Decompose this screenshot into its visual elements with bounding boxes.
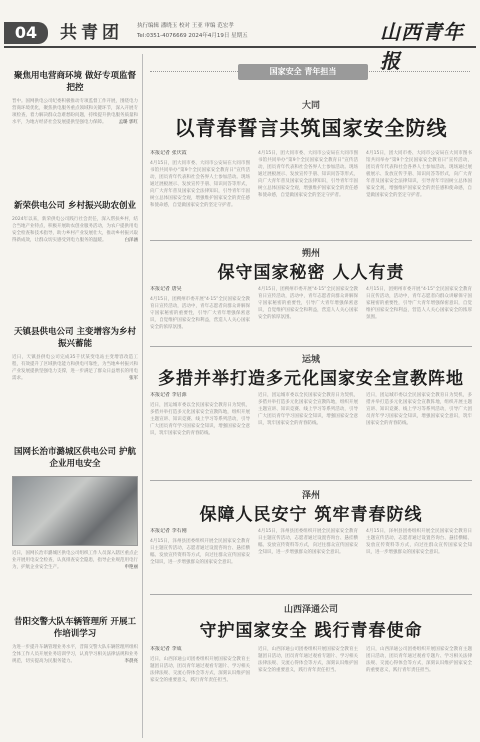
story3-kicker: 运城 (301, 355, 320, 365)
page-number: 04 (4, 22, 48, 44)
story3-col1: 本报记者 李启源 近日，团运城市委以全民国家安全教育日为契机，多措并举打造多元化国家安全宣教阵地，组织开展主题宣讲、知识竞赛、线上学习等系列活动，引导广大团员青年学习国家安全知识，增强国家安全意识，筑牢国家安全的青春防线。 (150, 392, 250, 436)
story2-col2: 4月15日，团朔州市委开展“4·15”全民国家安全教育日宣传活动，活动中，青年志愿者向群众讲解保守国家秘密的重要性，引导广大青年增强保密意识，自觉维护国家安全和利益，营造人人关心国家安全的浓厚氛围。 (258, 287, 358, 320)
article-title: 国网长治市潞城区供电公司 护航企业用电安全 (14, 447, 136, 469)
article-title: 新荣供电公司 乡村振兴助农创业 (14, 201, 136, 211)
story2-headline: 保守国家秘密 人人有责 (217, 263, 405, 283)
left-article-5 (12, 616, 138, 684)
story1-col1: 本报记者 张庆霞 4月15日，团大同市委、大同市公安局在大同市图书馆共同举办“第9个全民国家安全教育日”宣传活动，团员青年代表和社会各界人士参加活动。现场通过展板展示、发放宣传手册、知识问答等形式，向广大青年普及国家安全法律知识，引导青年牢固树立总体国家安全观，增强维护国家安全的责任感和使命感，自觉做国家安全的坚定守护者。 (150, 150, 250, 208)
left-article-3 (12, 326, 138, 398)
section-title: 共青团 (60, 23, 123, 43)
substation-photo (12, 476, 138, 546)
article-body: 近日，国网长治市潞城区供电公司组织工作人员深入辖区重点企业开展用电安全检查，认真排查安全隐患，指导企业规范用电行为，护航企业安全生产。 申艳丽 (12, 551, 138, 570)
header-rule (4, 46, 476, 48)
story2-kicker: 朔州 (301, 249, 320, 259)
story4-kicker: 泽州 (301, 491, 320, 501)
story4-headline: 保障人民安宁 筑牢青春防线 (199, 505, 423, 525)
article-body: 近日，天镇县供电公司完成35千伏某变电站主变增容改造工程，有效提升了区域供电能力和供电可靠性，为当地乡村振兴和产业发展提供坚强电力支撑，进一步满足了群众日益增长的用电需求。 张军 (12, 355, 138, 381)
story2-col3: 4月15日，团朔州市委开展“4·15”全民国家安全教育日宣传活动，活动中，青年志愿者向群众讲解保守国家秘密的重要性，引导广大青年增强保密意识，自觉维护国家安全和利益，营造人人关心国家安全的浓厚氛围。 (366, 287, 472, 320)
left-article-1 (12, 70, 138, 144)
article-body: 为进一步提升车辆管理业务水平，昔阳交警大队车辆管理所组织全体工作人员开展业务培训学习，认真学习相关法律法规和业务规范，切实提高为民服务能力。 李晨亮 (12, 645, 138, 664)
story5-kicker: 山西泽通公司 (283, 605, 338, 615)
story4-col2: 4月15日，泽州县团委组织开展全民国家安全教育日主题宣传活动，志愿者通过设置咨询台、悬挂横幅、发放宣传资料等方式，向过往群众宣传国家安全知识，进一步增强群众的国家安全意识。 (258, 529, 358, 555)
story2-col1: 本报记者 唐昊 4月15日，团朔州市委开展“4·15”全民国家安全教育日宣传活动，活动中，青年志愿者向群众讲解保守国家秘密的重要性，引导广大青年增强保密意识，自觉维护国家安全和利益，营造人人关心国家安全的浓厚氛围。 (150, 286, 250, 330)
story1-kicker: 大同 (301, 101, 320, 111)
story5-col1: 本报记者 李成 近日，山西泽通公司团委组织开展国家安全教育主题团日活动，团员青年通过观看专题片、学习相关法律法规、交流心得体会等方式，深刻认识维护国家安全的重要意义，践行青年责任担当。 (150, 646, 250, 683)
story-divider (150, 594, 472, 595)
story4-col1: 本报记者 李石刚 4月15日，泽州县团委组织开展全民国家安全教育日主题宣传活动，志愿者通过设置咨询台、悬挂横幅、发放宣传资料等方式，向过往群众宣传国家安全知识，进一步增强群众的国家安全意识。 (150, 528, 250, 565)
editor-line: 执行编辑 潘晓玉 校对 王亚 审编 范宏孝 (137, 23, 234, 29)
article-body: 晋中。国网供电公司纪委积极推动专项监督工作开展，围绕电力营商环境优化，聚焦供电服务重点领域和关键环节，深入开展专项检查，着力解决群众急难愁盼问题，持续提升供电服务质量和水平，为地方经济社会发展提供坚强电力保障。 孟璐 郭红 (12, 99, 138, 125)
story5-col2: 近日，山西泽通公司团委组织开展国家安全教育主题团日活动，团员青年通过观看专题片、学习相关法律法规、交流心得体会等方式，深刻认识维护国家安全的重要意义，践行青年责任担当。 (258, 647, 358, 673)
story4-col3: 4月15日，泽州县团委组织开展全民国家安全教育日主题宣传活动，志愿者通过设置咨询台、悬挂横幅、发放宣传资料等方式，向过往群众宣传国家安全知识，进一步增强群众的国家安全意识。 (366, 529, 472, 555)
column-divider (142, 54, 143, 738)
left-article-2 (12, 200, 138, 260)
story-divider (150, 240, 472, 241)
left-article-4 (12, 446, 138, 580)
story3-col2: 近日，团运城市委以全民国家安全教育日为契机，多措并举打造多元化国家安全宣教阵地，组织开展主题宣讲、知识竞赛、线上学习等系列活动，引导广大团员青年学习国家安全知识，增强国家安全意识，筑牢国家安全的青春防线。 (258, 393, 358, 426)
story-divider (150, 346, 472, 347)
article-title: 天镇县供电公司 主变增容为乡村振兴蓄能 (14, 327, 136, 349)
date-line: Tel:0351-4076669 2024年4月19日 星期五 (137, 33, 248, 39)
theme-banner: 国家安全 青年担当 (238, 64, 368, 80)
article-body: 2024年以来，新荣供电公司践行社会责任，深入帮扶乡村，结合当地产业特点，积极开展助农创业服务活动，为农户提供用电安全检查和技术指导，助力乡村产业发展壮大，推动乡村振兴取得新成效，让群众切实感受到电力服务的温暖。 白泽涵 (12, 217, 138, 243)
article-title: 昔阳交警大队车辆管理所 开展工作培训学习 (14, 617, 136, 639)
story3-col3: 近日，团运城市委以全民国家安全教育日为契机，多措并举打造多元化国家安全宣教阵地，组织开展主题宣讲、知识竞赛、线上学习等系列活动，引导广大团员青年学习国家安全知识，增强国家安全意识，筑牢国家安全的青春防线。 (366, 393, 472, 426)
story5-headline: 守护国家安全 践行青春使命 (199, 621, 423, 641)
story1-headline: 以青春誓言共筑国家安全防线 (174, 116, 448, 140)
newspaper-logo: 山西青年报 (380, 20, 464, 73)
story3-headline: 多措并举打造多元化国家安全宣教阵地 (158, 369, 464, 389)
story1-col2: 4月15日，团大同市委、大同市公安局在大同市图书馆共同举办“第9个全民国家安全教育日”宣传活动，团员青年代表和社会各界人士参加活动。现场通过展板展示、发放宣传手册、知识问答等形式，向广大青年普及国家安全法律知识，引导青年牢固树立总体国家安全观，增强维护国家安全的责任感和使命感，自觉做国家安全的坚定守护者。 (258, 151, 358, 198)
story-divider (150, 480, 472, 481)
story5-col3: 近日，山西泽通公司团委组织开展国家安全教育主题团日活动，团员青年通过观看专题片、学习相关法律法规、交流心得体会等方式，深刻认识维护国家安全的重要意义，践行青年责任担当。 (366, 647, 472, 673)
story1-col3: 4月15日，团大同市委、大同市公安局在大同市图书馆共同举办“第9个全民国家安全教育日”宣传活动，团员青年代表和社会各界人士参加活动。现场通过展板展示、发放宣传手册、知识问答等形式，向广大青年普及国家安全法律知识，引导青年牢固树立总体国家安全观，增强维护国家安全的责任感和使命感，自觉做国家安全的坚定守护者。 (366, 151, 472, 198)
article-title: 聚焦用电营商环境 做好专项监督把控 (14, 71, 136, 93)
